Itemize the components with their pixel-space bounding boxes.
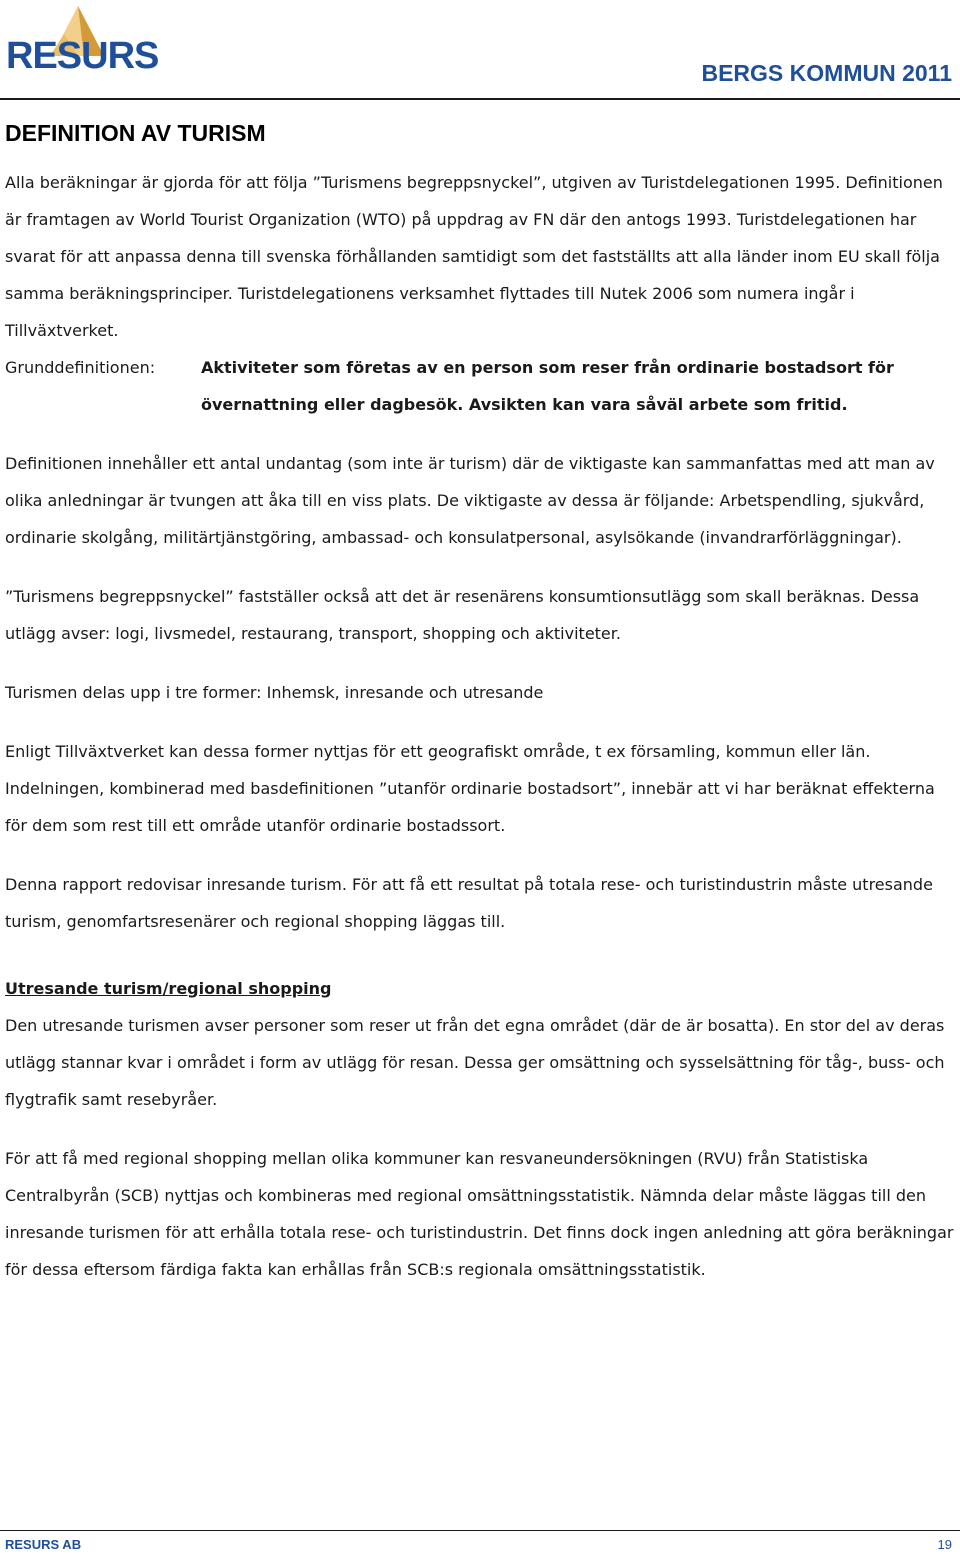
subheading: Utresande turism/regional shopping <box>5 978 332 998</box>
definition-label: Grunddefinitionen: <box>5 357 156 377</box>
document-title: BERGS KOMMUN 2011 <box>701 60 952 86</box>
resurs-logo <box>4 4 159 86</box>
definition-text: Aktiviteter som företas av en person som reser från ordinarie bostadsort för övernattning eller dagbesök. Avsikten kan vara såväl arbete som fritid. <box>201 357 894 414</box>
rvu-paragraph: För att få med regional shopping mellan olika kommuner kan resvaneundersökningen (RVU) från Statistiska Centralbyrån (SCB) nyttjas och kombineras med regional omsättningsstatistik. Nämnda delar måste läggas till den inresande turismen för att erhålla totala rese- och turistindustrin. Det finns dock ingen anledning att göra beräkningar för dessa eftersom färdiga fakta kan erhållas från SCB:s regionala omsättningsstatistik. <box>5 1148 954 1279</box>
logo-text: RESURS <box>6 35 159 77</box>
tillvaxtverket-paragraph: Enligt Tillväxtverket kan dessa former nyttjas för ett geografiskt område, t ex församling, kommun eller län. Indelningen, kombinerad med basdefinitionen ”utanför ordinarie bostadsort”, innebär att vi har beräknat effekterna för dem som rest till ett område utanför ordinarie bostadssort. <box>5 741 935 835</box>
definition-row <box>5 349 955 423</box>
page-number: 19 <box>937 1537 952 1552</box>
begreppsnyckel-paragraph: ”Turismens begreppsnyckel” fastställer också att det är resenärens konsumtionsutlägg som skall beräknas. Dessa utlägg avser: logi, livsmedel, restaurang, transport, shopping och aktiviteter. <box>5 586 920 643</box>
intro-paragraph: Alla beräkningar är gjorda för att följa ”Turismens begreppsnyckel”, utgiven av Turistdelegationen 1995. Definitionen är framtagen av World Tourist Organization (WTO) på uppdrag av FN där den antogs 1993. Turistdelegationen har svarat för att anpassa denna till svenska förhållanden samtidigt som det fastställts att alla länder inom EU skall följa samma beräkningsprinciper. Turistdelegationens verksamhet flyttades till Nutek 2006 som numera ingår i Tillväxtverket. <box>5 172 943 340</box>
forms-paragraph: Turismen delas upp i tre former: Inhemsk, inresande och utresande <box>5 682 544 702</box>
footer-divider <box>0 1530 960 1531</box>
page-header <box>0 0 960 100</box>
section-title: DEFINITION AV TURISM <box>5 120 266 146</box>
header-divider <box>0 98 960 100</box>
exceptions-paragraph: Definitionen innehåller ett antal undantag (som inte är turism) där de viktigaste kan sammanfattas med att man av olika anledningar är tvungen att åka till en viss plats. De viktigaste av dessa är följande: Arbetspendling, sjukvård, ordinarie skolgång, militärtjänstgöring, ambassad- och konsulatpersonal, asylsökande (invandrarförläggningar). <box>5 453 935 547</box>
footer-company: RESURS AB <box>5 1537 82 1552</box>
page-content <box>5 120 955 1288</box>
report-paragraph: Denna rapport redovisar inresande turism. För att få ett resultat på totala rese- och turistindustrin måste utresande turism, genomfartsresenärer och regional shopping läggas till. <box>5 874 933 931</box>
utresande-paragraph: Den utresande turismen avser personer som reser ut från det egna området (där de är bosatta). En stor del av deras utlägg stannar kvar i området i form av utlägg för resan. Dessa ger omsättning och sysselsättning för tåg-, buss- och flygtrafik samt resebyråer. <box>5 1015 945 1109</box>
page-footer <box>0 1530 960 1556</box>
